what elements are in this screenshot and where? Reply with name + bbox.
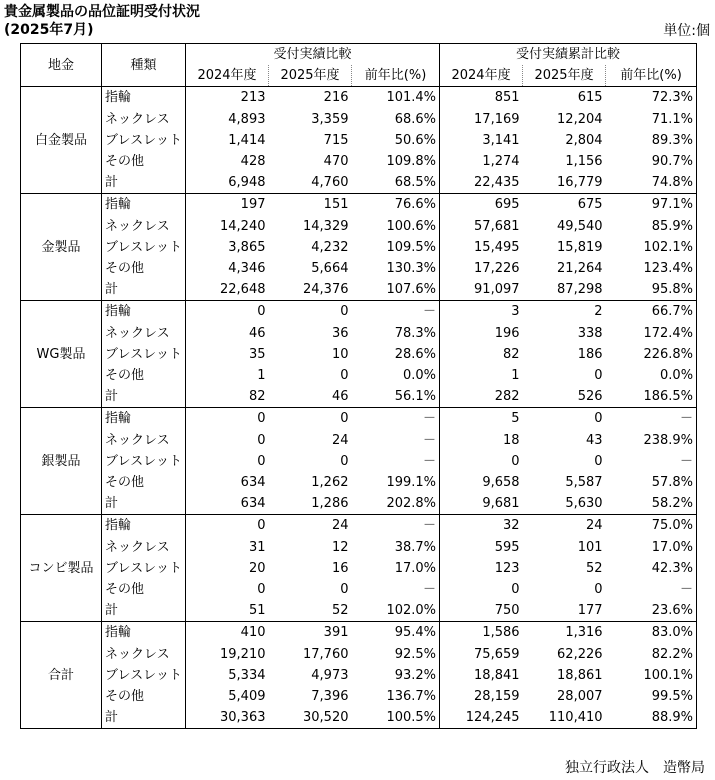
cell-monthly-2025: 52 [269,600,352,622]
cell-monthly-ratio: 100.5% [352,707,440,729]
table-row [21,600,697,622]
kind-label: ブレスレット [102,344,186,365]
cell-cumulative-ratio: 82.2% [606,643,697,665]
cell-monthly-ratio: － [352,408,440,430]
cell-monthly-2025: 12 [331,539,349,555]
cell-cumulative-ratio: 0.0% [606,365,697,386]
kind-label: ブレスレット [102,130,186,151]
cell-monthly-ratio: 136.7% [386,689,437,704]
cell-cumulative-ratio: 89.3% [606,130,697,151]
header-group-cumulative: 受付実績累計比較 [440,44,697,66]
cell-monthly-ratio: 92.5% [394,646,437,662]
cell-cumulative-ratio: 90.7% [606,151,697,172]
metal-label: 白金製品 [21,87,102,194]
cell-cumulative-2025: 1,316 [523,622,606,644]
cell-cumulative-2025: 1,156 [565,154,603,169]
issuer-name: 独立行政法人 造幣局 [565,760,705,776]
cell-cumulative-ratio: 100.1% [606,665,697,686]
cell-monthly-2024: 0 [186,301,269,323]
table-row [21,258,697,279]
cell-cumulative-2025: 338 [577,325,603,341]
kind-label: その他 [102,365,186,386]
cell-cumulative-ratio: 17.0% [606,536,697,558]
kind-label: ネックレス [102,322,186,344]
cell-monthly-2025: 0 [340,368,349,383]
cell-cumulative-ratio: 95.8% [606,279,697,301]
cell-monthly-2024: 19,210 [186,643,269,665]
cell-cumulative-ratio: 226.8% [606,344,697,365]
kind-label: ネックレス [102,215,186,237]
table-row [21,579,697,600]
cell-cumulative-2024: 124,245 [440,707,523,729]
cell-monthly-2024: 213 [186,87,269,109]
cell-cumulative-2024: 32 [440,515,523,537]
cell-monthly-ratio: 0.0% [403,368,437,383]
table-row [21,707,697,729]
cell-monthly-2024: 428 [186,151,269,172]
cell-monthly-ratio: － [423,582,437,597]
cell-monthly-ratio: 93.2% [394,668,437,683]
cell-monthly-2024: 5,409 [186,686,269,707]
kind-label: 計 [102,172,186,194]
cell-cumulative-2024: 750 [440,600,523,622]
cell-cumulative-ratio: 66.7% [606,301,697,323]
certification-table [20,43,697,729]
cell-cumulative-ratio: － [606,451,697,472]
cell-monthly-2024: 51 [186,600,269,622]
table-row [21,472,697,493]
table-row [21,279,697,301]
table-row [21,151,697,172]
cell-monthly-2025: 3,359 [311,111,349,127]
table-row [21,365,697,386]
cell-monthly-2024: 0 [186,429,269,451]
cell-monthly-2025: 7,396 [311,689,349,704]
cell-monthly-2024: 4,893 [186,108,269,130]
cell-monthly-2025: 4,973 [311,668,349,683]
cell-cumulative-ratio: 58.2% [606,493,697,515]
cell-cumulative-ratio: 99.5% [606,686,697,707]
cell-monthly-ratio: 109.5% [386,240,437,255]
cell-monthly-2025: 216 [269,87,352,109]
cell-cumulative-ratio: 186.5% [606,386,697,408]
cell-monthly-2024: 22,648 [186,279,269,301]
cell-monthly-2024: 5,334 [186,665,269,686]
cell-cumulative-2024: 3 [440,301,523,323]
header-kind: 種類 [102,44,186,87]
cell-monthly-2025: 16 [331,561,349,576]
table-row [21,172,697,194]
cell-cumulative-ratio: － [606,579,697,600]
kind-label: 指輪 [102,301,186,323]
kind-label: その他 [102,579,186,600]
cell-monthly-ratio: 107.6% [352,279,440,301]
cell-cumulative-ratio: 88.9% [606,707,697,729]
unit-label: 単位:個 [663,23,710,39]
header-cumulative-2025: 2025年度 [523,65,606,87]
cell-monthly-2024: 6,948 [186,172,269,194]
cell-cumulative-2025: 43 [585,432,603,448]
cell-cumulative-2024: 1,586 [440,622,523,644]
table-row [21,536,697,558]
kind-label: その他 [102,151,186,172]
header-cumulative-ratio: 前年比(%) [606,65,697,87]
cell-cumulative-2024: 9,681 [440,493,523,515]
cell-cumulative-2024: 282 [440,386,523,408]
kind-label: 計 [102,279,186,301]
table-body [21,87,697,729]
cell-monthly-2024: 35 [186,344,269,365]
cell-monthly-2025: 24,376 [269,279,352,301]
cell-monthly-ratio: 130.3% [386,261,437,276]
cell-cumulative-ratio: 85.9% [606,215,697,237]
cell-monthly-2025: 5,664 [311,261,349,276]
cell-cumulative-ratio: 123.4% [606,258,697,279]
cell-monthly-2024: 0 [186,515,269,537]
metal-label: WG製品 [21,301,102,408]
cell-monthly-2025: 4,760 [269,172,352,194]
cell-monthly-2024: 410 [186,622,269,644]
cell-monthly-2024: 1,414 [186,130,269,151]
cell-monthly-ratio: 100.6% [386,218,437,234]
header-monthly-2024: 2024年度 [186,65,269,87]
cell-cumulative-ratio: 83.0% [606,622,697,644]
table-row [21,622,697,644]
kind-label: ブレスレット [102,558,186,579]
cell-monthly-2025: 151 [269,194,352,216]
kind-label: 指輪 [102,194,186,216]
cell-cumulative-2025: 16,779 [523,172,606,194]
cell-monthly-ratio: － [423,432,437,448]
cell-monthly-2024: 0 [186,408,269,430]
cell-monthly-2025: 17,760 [303,646,349,662]
cell-cumulative-2024: 9,658 [440,472,523,493]
table-row [21,108,697,130]
cell-cumulative-2024: 15,495 [440,237,523,258]
cell-cumulative-2025: 615 [523,87,606,109]
cell-cumulative-2025: 24 [523,515,606,537]
cell-cumulative-ratio: 72.3% [606,87,697,109]
cell-monthly-ratio: 28.6% [394,347,437,362]
cell-cumulative-2025: 0 [523,408,606,430]
cell-cumulative-2024: 22,435 [440,172,523,194]
cell-monthly-ratio: 199.1% [386,475,437,490]
cell-monthly-ratio: － [352,301,440,323]
cell-cumulative-2025: 2,804 [565,133,603,148]
cell-cumulative-2025: 177 [523,600,606,622]
cell-monthly-ratio: － [423,454,437,469]
cell-cumulative-ratio: 97.1% [606,194,697,216]
header-metal: 地金 [21,44,102,87]
cell-cumulative-2024: 3,141 [440,130,523,151]
cell-monthly-2024: 634 [186,472,269,493]
table-row [21,686,697,707]
kind-label: 計 [102,707,186,729]
table-row [21,515,697,537]
cell-monthly-2025: 470 [323,154,349,169]
cell-monthly-2024: 30,363 [186,707,269,729]
report-title: 貴金属製品の品位証明受付状況 [4,4,200,20]
cell-monthly-2025: 4,232 [311,240,349,255]
cell-monthly-2025: 715 [323,133,349,148]
cell-monthly-ratio: 202.8% [352,493,440,515]
cell-monthly-2025: 0 [340,454,349,469]
cell-cumulative-2024: 28,159 [440,686,523,707]
cell-cumulative-ratio: 42.3% [606,558,697,579]
cell-cumulative-2024: 1 [440,365,523,386]
table-row [21,237,697,258]
cell-cumulative-2024: 57,681 [440,215,523,237]
cell-cumulative-2024: 1,274 [440,151,523,172]
kind-label: ネックレス [102,536,186,558]
cell-cumulative-2025: 21,264 [557,261,603,276]
cell-cumulative-2025: 675 [523,194,606,216]
table-row [21,665,697,686]
cell-monthly-ratio: 68.5% [352,172,440,194]
kind-label: 計 [102,493,186,515]
cell-monthly-ratio: 78.3% [394,325,437,341]
cell-cumulative-2024: 695 [440,194,523,216]
cell-monthly-2025: 0 [269,301,352,323]
cell-monthly-2024: 82 [186,386,269,408]
kind-label: 指輪 [102,515,186,537]
cell-monthly-2025: 24 [269,515,352,537]
metal-label: コンビ製品 [21,515,102,622]
cell-cumulative-2025: 5,587 [565,475,603,490]
header-monthly-2025: 2025年度 [269,65,352,87]
cell-cumulative-2025: 15,819 [557,240,603,255]
cell-cumulative-2025: 12,204 [557,111,603,127]
header-cumulative-2024: 2024年度 [440,65,523,87]
report-period: (2025年7月) [4,22,94,38]
cell-monthly-2024: 0 [186,579,269,600]
cell-cumulative-2025: 101 [577,539,603,555]
cell-cumulative-ratio: 172.4% [606,322,697,344]
cell-monthly-2025: 1,286 [269,493,352,515]
cell-monthly-ratio: 56.1% [352,386,440,408]
cell-cumulative-2024: 123 [440,558,523,579]
cell-monthly-2025: 36 [331,325,349,341]
cell-monthly-2024: 1 [186,365,269,386]
cell-cumulative-2024: 595 [440,536,523,558]
cell-cumulative-2024: 18 [440,429,523,451]
kind-label: その他 [102,258,186,279]
cell-cumulative-2025: 49,540 [557,218,603,234]
cell-monthly-2025: 30,520 [269,707,352,729]
kind-label: 指輪 [102,87,186,109]
cell-cumulative-2025: 186 [577,347,603,362]
cell-monthly-2025: 0 [340,582,349,597]
cell-cumulative-2024: 17,169 [440,108,523,130]
kind-label: ネックレス [102,643,186,665]
cell-cumulative-2024: 0 [440,579,523,600]
cell-monthly-ratio: 38.7% [394,539,437,555]
kind-label: 指輪 [102,622,186,644]
cell-cumulative-2025: 0 [594,368,603,383]
kind-label: その他 [102,472,186,493]
cell-monthly-2024: 46 [186,322,269,344]
cell-cumulative-2025: 28,007 [557,689,603,704]
kind-label: その他 [102,686,186,707]
metal-label: 銀製品 [21,408,102,515]
cell-cumulative-2024: 17,226 [440,258,523,279]
cell-cumulative-2025: 526 [523,386,606,408]
cell-monthly-ratio: 17.0% [394,561,437,576]
kind-label: ブレスレット [102,665,186,686]
cell-monthly-2024: 31 [186,536,269,558]
cell-cumulative-2025: 2 [523,301,606,323]
header-monthly-ratio: 前年比(%) [352,65,440,87]
cell-cumulative-ratio: 238.9% [606,429,697,451]
table-row [21,451,697,472]
cell-cumulative-2024: 851 [440,87,523,109]
cell-cumulative-2024: 75,659 [440,643,523,665]
cell-cumulative-2025: 87,298 [523,279,606,301]
cell-monthly-2024: 197 [186,194,269,216]
cell-monthly-2024: 14,240 [186,215,269,237]
cell-monthly-2025: 10 [331,347,349,362]
metal-label: 合計 [21,622,102,729]
table-row [21,493,697,515]
cell-cumulative-2025: 5,630 [523,493,606,515]
cell-cumulative-ratio: 74.8% [606,172,697,194]
cell-cumulative-2024: 196 [440,322,523,344]
cell-monthly-2024: 3,865 [186,237,269,258]
cell-cumulative-ratio: 71.1% [606,108,697,130]
cell-cumulative-ratio: 23.6% [606,600,697,622]
cell-monthly-2024: 4,346 [186,258,269,279]
cell-monthly-2025: 24 [331,432,349,448]
cell-monthly-2025: 1,262 [311,475,349,490]
cell-monthly-2025: 391 [269,622,352,644]
table-row [21,429,697,451]
cell-monthly-ratio: 50.6% [394,133,437,148]
kind-label: 計 [102,386,186,408]
table-row [21,558,697,579]
cell-monthly-ratio: 101.4% [352,87,440,109]
cell-cumulative-2025: 110,410 [523,707,606,729]
cell-monthly-2025: 0 [269,408,352,430]
cell-monthly-2025: 14,329 [303,218,349,234]
cell-cumulative-ratio: 57.8% [606,472,697,493]
cell-cumulative-2025: 62,226 [557,646,603,662]
cell-monthly-ratio: － [352,515,440,537]
cell-monthly-ratio: 102.0% [352,600,440,622]
table-row [21,301,697,323]
cell-cumulative-2024: 5 [440,408,523,430]
kind-label: ネックレス [102,108,186,130]
table-row [21,130,697,151]
table-row [21,643,697,665]
table-row [21,408,697,430]
table-row [21,344,697,365]
kind-label: ネックレス [102,429,186,451]
cell-cumulative-2025: 0 [594,582,603,597]
cell-cumulative-2024: 91,097 [440,279,523,301]
cell-cumulative-ratio: 102.1% [606,237,697,258]
cell-monthly-ratio: 95.4% [352,622,440,644]
cell-cumulative-2024: 0 [440,451,523,472]
cell-monthly-2024: 20 [186,558,269,579]
kind-label: ブレスレット [102,237,186,258]
table-row [21,87,697,109]
header-group-monthly: 受付実績比較 [186,44,440,66]
table-row [21,215,697,237]
cell-cumulative-ratio: 75.0% [606,515,697,537]
cell-monthly-2024: 0 [186,451,269,472]
kind-label: ブレスレット [102,451,186,472]
kind-label: 計 [102,600,186,622]
cell-cumulative-2025: 0 [594,454,603,469]
cell-cumulative-2024: 82 [440,344,523,365]
cell-monthly-ratio: 68.6% [394,111,437,127]
table-row [21,322,697,344]
cell-cumulative-ratio: － [606,408,697,430]
cell-cumulative-2024: 18,841 [440,665,523,686]
kind-label: 指輪 [102,408,186,430]
cell-monthly-ratio: 109.8% [386,154,437,169]
table-row [21,386,697,408]
metal-label: 金製品 [21,194,102,301]
cell-monthly-2024: 634 [186,493,269,515]
table-row [21,194,697,216]
cell-monthly-2025: 46 [269,386,352,408]
cell-monthly-ratio: 76.6% [352,194,440,216]
cell-cumulative-2025: 52 [585,561,603,576]
cell-cumulative-2025: 18,861 [557,668,603,683]
